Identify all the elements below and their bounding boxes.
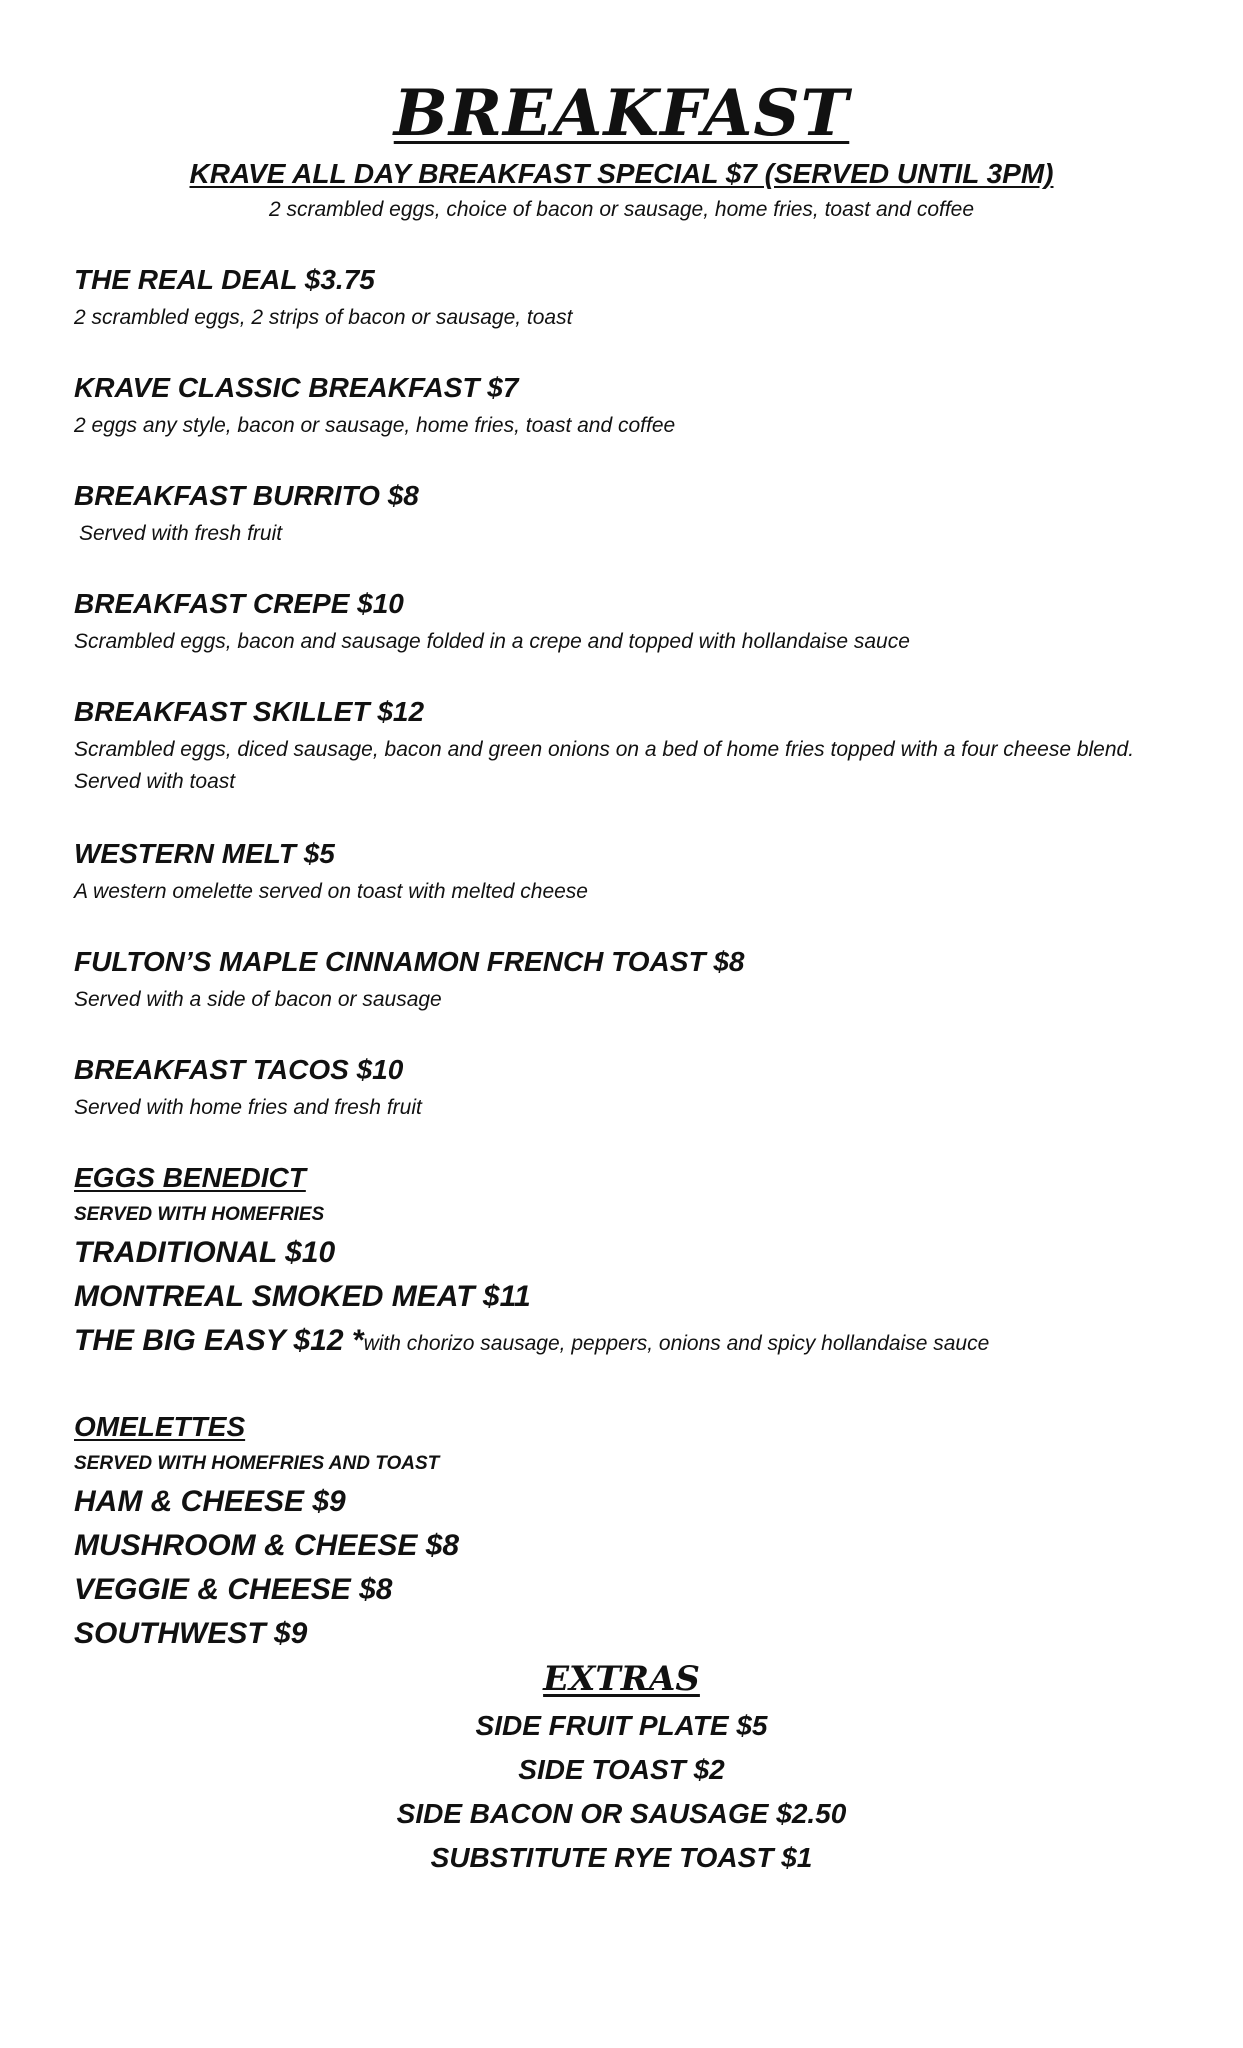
item-description: 2 scrambled eggs, 2 strips of bacon or sausage, toast	[74, 306, 573, 329]
item-name: BREAKFAST BURRITO $8	[74, 480, 419, 511]
item-description: Served with a side of bacon or sausage	[74, 988, 442, 1011]
omelettes-subheader: SERVED WITH HOMEFRIES AND TOAST	[74, 1453, 440, 1474]
big-easy-note: with chorizo sausage, peppers, onions and spicy hollandaise sauce	[363, 1332, 990, 1355]
omelette-option: SOUTHWEST $9	[74, 1617, 308, 1650]
special-description: 2 scrambled eggs, choice of bacon or sausage, home fries, toast and coffee	[268, 198, 975, 221]
omelette-option: HAM & CHEESE $9	[74, 1485, 346, 1518]
item-description: Scrambled eggs, bacon and sausage folded in a crepe and topped with hollandaise sauce	[74, 630, 910, 653]
item-name: BREAKFAST CREPE $10	[74, 588, 404, 619]
item-description: Served with fresh fruit	[79, 522, 283, 545]
extra-item: SIDE TOAST $2	[518, 1754, 725, 1785]
special-name: KRAVE ALL DAY BREAKFAST SPECIAL $7 (SERVED UNTIL 3PM)	[189, 158, 1054, 189]
item-description: Served with home fries and fresh fruit	[74, 1096, 422, 1119]
extra-item: SIDE FRUIT PLATE $5	[475, 1710, 768, 1741]
eggs-benedict-header: EGGS BENEDICT	[74, 1162, 306, 1193]
benedict-option: THE BIG EASY $12 *	[74, 1324, 364, 1357]
menu-title: BREAKFAST	[393, 76, 850, 151]
extras-header: EXTRAS	[543, 1659, 700, 1699]
omelette-option: MUSHROOM & CHEESE $8	[74, 1529, 460, 1562]
benedict-option: MONTREAL SMOKED MEAT $11	[74, 1280, 531, 1313]
omelettes-header: OMELETTES	[74, 1411, 246, 1442]
item-name: KRAVE CLASSIC BREAKFAST $7	[74, 372, 519, 403]
item-name: FULTON’S MAPLE CINNAMON FRENCH TOAST $8	[74, 946, 745, 977]
item-description: A western omelette served on toast with melted cheese	[74, 880, 588, 903]
eggs-benedict-subheader: SERVED WITH HOMEFRIES	[74, 1204, 325, 1225]
benedict-option: TRADITIONAL $10	[74, 1236, 336, 1269]
extra-item: SIDE BACON OR SAUSAGE $2.50	[396, 1798, 847, 1829]
item-name: BREAKFAST SKILLET $12	[74, 696, 425, 727]
omelette-option: VEGGIE & CHEESE $8	[74, 1573, 393, 1606]
item-name: THE REAL DEAL $3.75	[74, 264, 375, 295]
item-description: 2 eggs any style, bacon or sausage, home fries, toast and coffee	[74, 414, 676, 437]
item-name: WESTERN MELT $5	[74, 838, 335, 869]
benedict-option-big-easy	[74, 1326, 1174, 1356]
item-name: BREAKFAST TACOS $10	[74, 1054, 404, 1085]
extra-item: SUBSTITUTE RYE TOAST $1	[430, 1842, 813, 1873]
item-description: Scrambled eggs, diced sausage, bacon and green onions on a bed of home fries topped with a four cheese blend. Served with toast	[74, 738, 1135, 793]
